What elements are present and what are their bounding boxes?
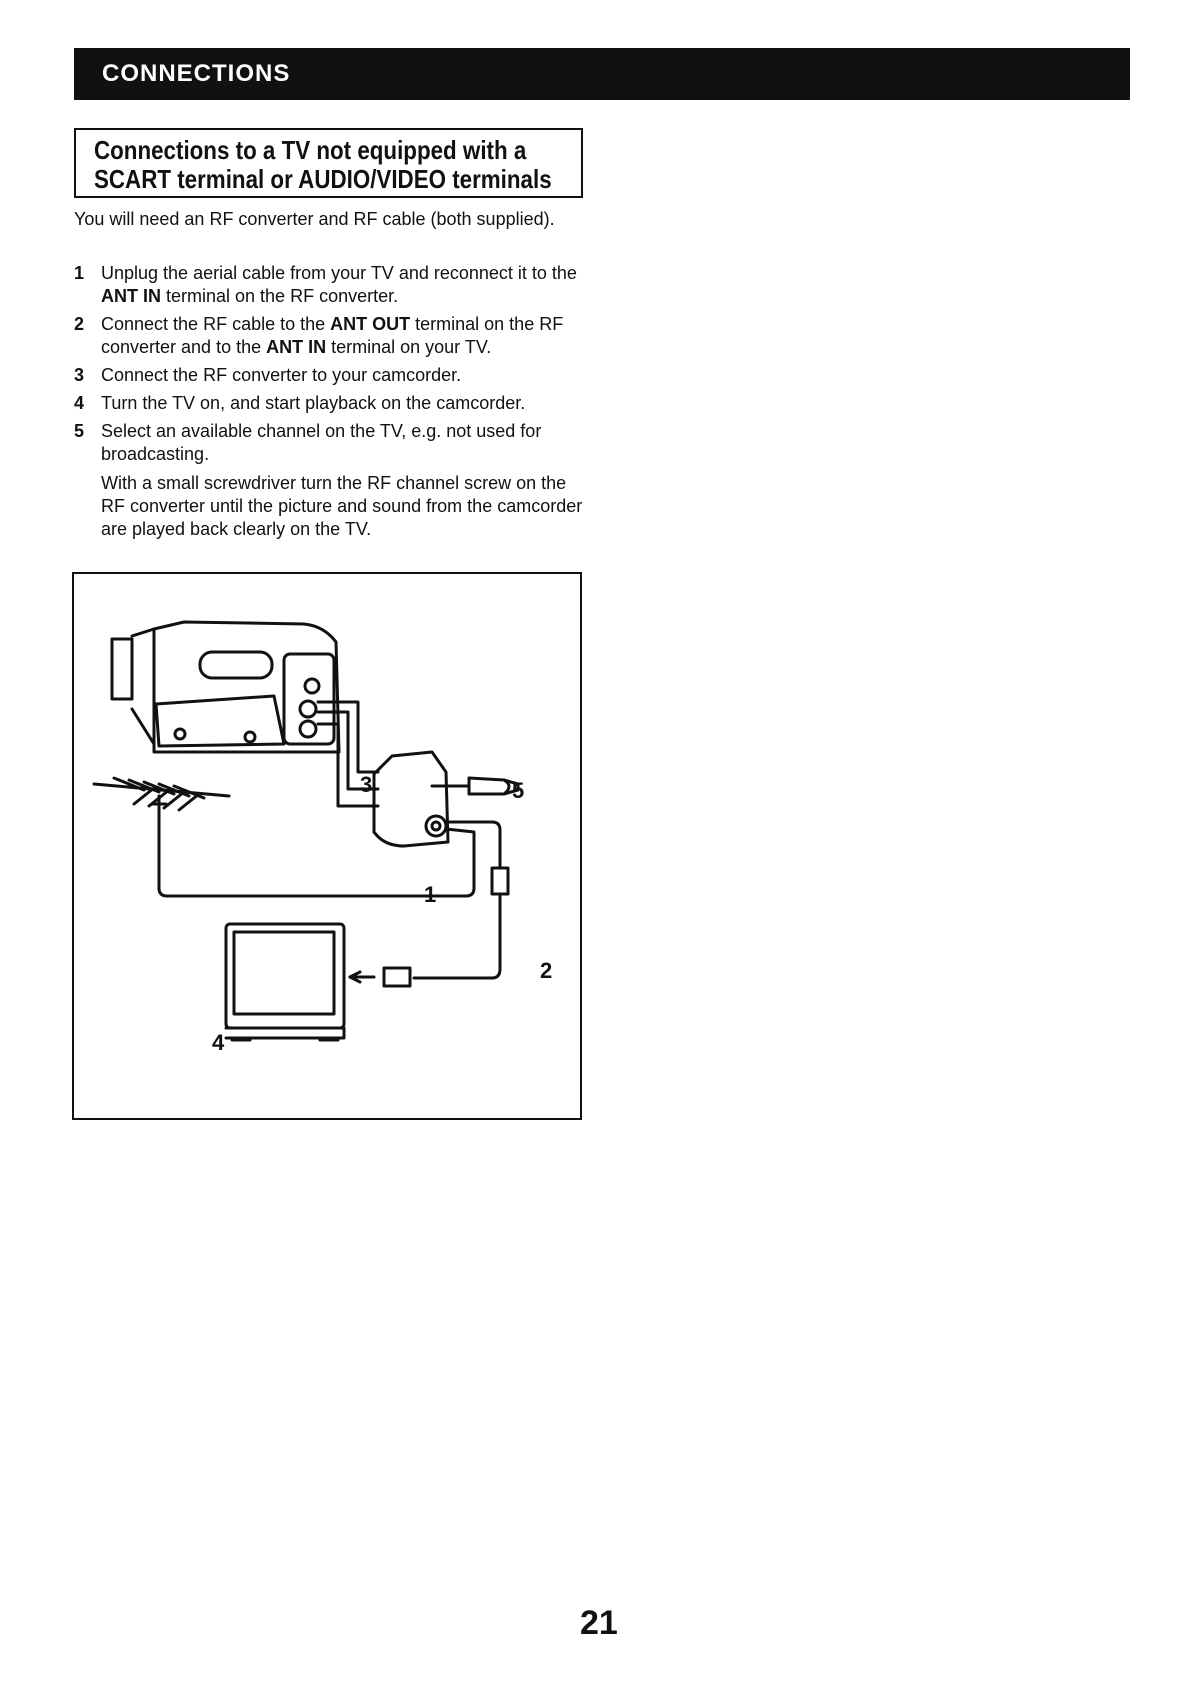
section-title: CONNECTIONS	[102, 60, 291, 87]
step-item-5	[74, 420, 589, 541]
step-note: With a small screwdriver turn the RF channel screw on the RF converter until the picture and sound from the camcorder are played back clearly on the TV.	[101, 473, 583, 539]
step-number: 5	[74, 421, 85, 441]
callout-5: 5	[512, 778, 525, 803]
terminal-label: ANT IN	[266, 337, 327, 357]
heading-line-1: Connections to a TV not equipped with a	[94, 135, 527, 165]
step-text: Unplug the aerial cable from your TV and reconnect it to the	[101, 263, 577, 283]
step-text: Turn the TV on, and start playback on the camcorder.	[101, 393, 526, 413]
callout-4: 4	[212, 1030, 225, 1055]
heading-line-2: SCART terminal or AUDIO/VIDEO terminals	[94, 164, 552, 194]
connection-diagram	[72, 572, 582, 1120]
step-text: terminal on the RF converter.	[161, 286, 399, 306]
page-number: 21	[580, 1604, 618, 1642]
steps-list	[74, 262, 589, 546]
step-text: Select an available channel on the TV, e.g. not used for broadcasting.	[101, 421, 542, 464]
step-number: 3	[74, 365, 85, 385]
tv-icon	[226, 924, 344, 1040]
terminal-label: ANT OUT	[330, 314, 411, 334]
step-text: terminal on the RF converter and to the	[101, 314, 564, 357]
step-number: 1	[74, 263, 85, 283]
rf-converter-icon	[374, 752, 448, 846]
terminal-label: ANT IN	[101, 286, 161, 306]
step-text: Connect the RF cable to the	[101, 314, 331, 334]
step-text: terminal on your TV.	[326, 337, 492, 357]
step-number: 2	[74, 314, 85, 334]
callout-2: 2	[540, 958, 553, 983]
page-heading	[94, 135, 552, 194]
aerial-icon	[94, 778, 229, 862]
step-number: 4	[74, 393, 85, 413]
camcorder-icon	[112, 622, 339, 752]
section-header-bar	[74, 48, 1130, 100]
callout-3: 3	[360, 772, 373, 797]
step-item-3	[74, 364, 589, 387]
callout-1: 1	[424, 882, 437, 907]
step-text: Connect the RF converter to your camcorder.	[101, 365, 462, 385]
intro-paragraph: You will need an RF converter and RF cable (both supplied).	[74, 209, 555, 229]
step-item-2	[74, 313, 589, 359]
step-item-1	[74, 262, 589, 308]
step-item-4	[74, 392, 589, 415]
heading-box	[74, 128, 583, 198]
diagram-illustration	[74, 574, 580, 1118]
